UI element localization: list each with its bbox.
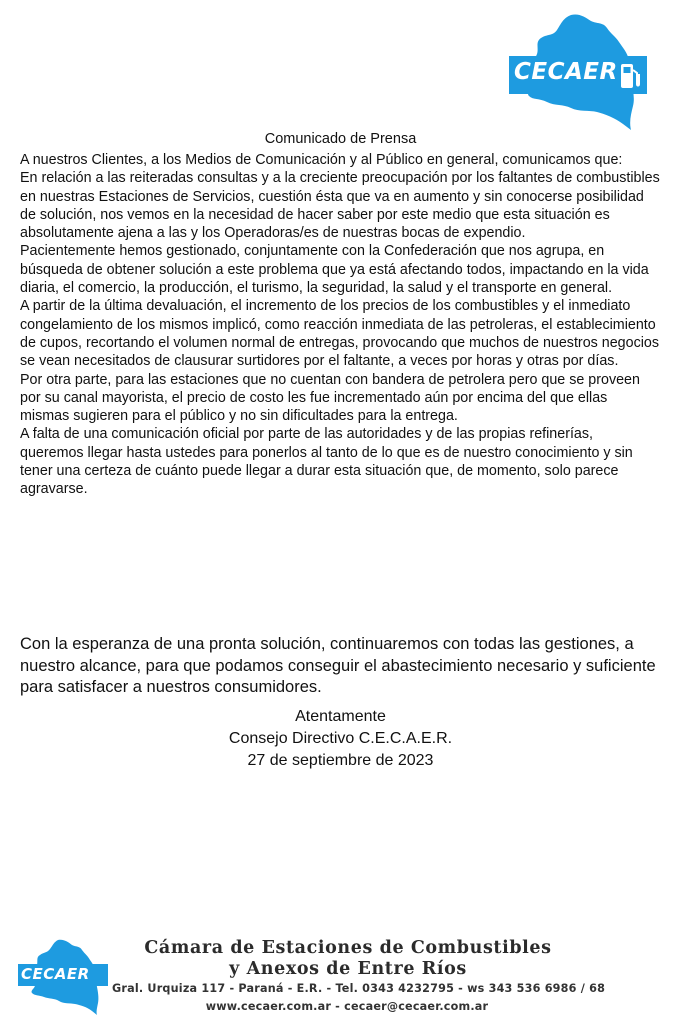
footer-contact: www.cecaer.com.ar - cecaer@cecaer.com.ar xyxy=(205,1000,489,1013)
org-line: Cámara de Estaciones de Combustibles xyxy=(144,938,552,958)
paragraph: A partir de la última devaluación, el incremento de los precios de los combustibles y el inmediato congelamiento de los mismos implicó, como reacción inmediata de las petroleras, el establecimiento de cupos, recortando el volumen normal de entregas, provocando que muchos de nuestros negocios se vean necesitados de clausurar surtidores por el faltante, a veces por horas y otras por días. xyxy=(20,298,659,370)
organization-name xyxy=(128,938,568,980)
signature-block xyxy=(0,706,681,772)
date: 27 de septiembre de 2023 xyxy=(247,752,434,769)
paragraph: Por otra parte, para las estaciones que no cuentan con bandera de petrolera pero que se proveen por su canal mayorista, el precio de costo les fue incrementado aún por encima del que ellas mismas sugieren para el público y no sin dificultades para la entrega. xyxy=(20,371,640,425)
org-line: y Anexos de Entre Ríos xyxy=(229,959,467,979)
footer-logo xyxy=(18,938,110,1016)
paragraph: A nuestros Clientes, a los Medios de Comunicación y al Público en general, comunicamos que: xyxy=(20,152,623,168)
closing-paragraph: Con la esperanza de una pronta solución, continuaremos con todas las gestiones, a nuestro alcance, para que podamos conseguir el abastecimiento necesario y suficiente para satisfacer a nuestros consumidores. xyxy=(20,635,656,696)
logo-wordmark: CECAER xyxy=(514,59,618,85)
signer: Consejo Directivo C.E.C.A.E.R. xyxy=(228,730,453,747)
paragraph: Pacientemente hemos gestionado, conjuntamente con la Confederación que nos agrupa, en búsqueda de obtener solución a este problema que ya está afectando todos, impactando en la vida diaria, el comercio, la producción, el turismo, la seguridad, la salud y el transporte en general. xyxy=(20,243,649,297)
paragraph: En relación a las reiteradas consultas y a la creciente preocupación por los faltantes de combustibles en nuestras Estaciones de Servicios, cuestión ésta que va en aumento y sin conocerse posibilidad de solución, nos vemos en la necesidad de hacer saber por este medio que esta situación es absolutamente ajena a las y los Operadoras/es de nuestras bocas de expendio. xyxy=(20,170,660,242)
paragraph: A falta de una comunicación oficial por parte de las autoridades y de las propias refinerías, queremos llegar hasta ustedes para ponerlos al tanto de lo que es de nuestro conocimiento y sin tener una certeza de cuánto puede llegar a durar esta situación que, de momento, solo parece agravarse. xyxy=(20,426,633,498)
footer-address: Gral. Urquiza 117 - Paraná - E.R. - Tel. 0343 4232795 - ws 343 536 6986 / 68 xyxy=(112,982,606,995)
document-body xyxy=(20,151,660,499)
header-logo xyxy=(505,12,655,132)
logo-wordmark: CECAER xyxy=(21,965,90,983)
salutation: Atentamente xyxy=(295,708,386,725)
fuel-pump-icon xyxy=(619,62,641,95)
page-title: Comunicado de Prensa xyxy=(264,131,417,147)
